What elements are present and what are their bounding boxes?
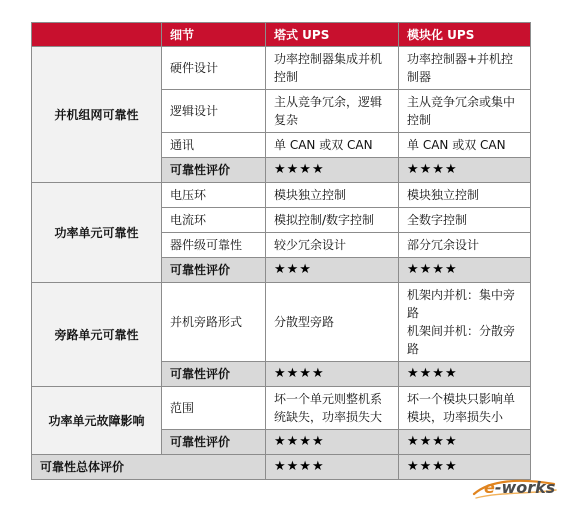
header-detail: 细节 [162,23,266,47]
eworks-watermark-logo [470,476,560,502]
eval-tower-stars: ★★★ [266,258,399,283]
total-row [32,455,531,480]
logo-text [484,478,555,497]
row-modular-value: 功率控制器+并机控制器 [399,47,531,90]
row-modular-value: 主从竞争冗余或集中控制 [399,90,531,133]
section-power-unit-fault: 功率单元故障影响 [32,387,162,455]
eval-modular-stars: ★★★★ [399,362,531,387]
row-detail: 器件级可靠性 [162,233,266,258]
table-row [32,183,531,208]
table-row [32,47,531,90]
eval-label: 可靠性评价 [162,158,266,183]
eval-modular-stars: ★★★★ [399,158,531,183]
row-modular-value: 单 CAN 或双 CAN [399,133,531,158]
row-detail: 逻辑设计 [162,90,266,133]
row-modular-value: 机架内并机：集中旁路 机架间并机：分散旁路 [399,283,531,362]
row-tower-value: 较少冗余设计 [266,233,399,258]
row-detail: 通讯 [162,133,266,158]
eval-tower-stars: ★★★★ [266,430,399,455]
total-label: 可靠性总体评价 [32,455,266,480]
row-detail: 电压环 [162,183,266,208]
ups-comparison-table [31,22,531,480]
row-tower-value: 功率控制器集成并机控制 [266,47,399,90]
eval-label: 可靠性评价 [162,362,266,387]
row-tower-value: 坏一个单元则整机系统缺失，功率损失大 [266,387,399,430]
row-tower-value: 单 CAN 或双 CAN [266,133,399,158]
comparison-table-frame [31,22,530,484]
logo-text-rest: -works [494,478,556,497]
header-modular-ups: 模块化 UPS [399,23,531,47]
section-bypass-unit: 旁路单元可靠性 [32,283,162,387]
eval-tower-stars: ★★★★ [266,158,399,183]
total-tower-stars: ★★★★ [266,455,399,480]
table-row [32,387,531,430]
row-tower-value: 模块独立控制 [266,183,399,208]
eval-modular-stars: ★★★★ [399,258,531,283]
row-tower-value: 分散型旁路 [266,283,399,362]
row-modular-value: 模块独立控制 [399,183,531,208]
header-blank-cell [32,23,162,47]
table-row [32,283,531,362]
row-detail: 电流环 [162,208,266,233]
logo-text-prefix: e [484,478,495,497]
header-tower-ups: 塔式 UPS [266,23,399,47]
section-parallel-network: 并机组网可靠性 [32,47,162,183]
row-modular-value: 坏一个模块只影响单模块，功率损失小 [399,387,531,430]
row-modular-value: 全数字控制 [399,208,531,233]
row-detail: 并机旁路形式 [162,283,266,362]
section-power-unit: 功率单元可靠性 [32,183,162,283]
eval-modular-stars: ★★★★ [399,430,531,455]
row-detail: 硬件设计 [162,47,266,90]
eval-label: 可靠性评价 [162,258,266,283]
eval-label: 可靠性评价 [162,430,266,455]
row-detail: 范围 [162,387,266,430]
total-modular-stars: ★★★★ [399,455,531,480]
eval-tower-stars: ★★★★ [266,362,399,387]
row-modular-value: 部分冗余设计 [399,233,531,258]
row-tower-value: 主从竞争冗余，逻辑复杂 [266,90,399,133]
table-header-row [32,23,531,47]
row-tower-value: 模拟控制/数字控制 [266,208,399,233]
